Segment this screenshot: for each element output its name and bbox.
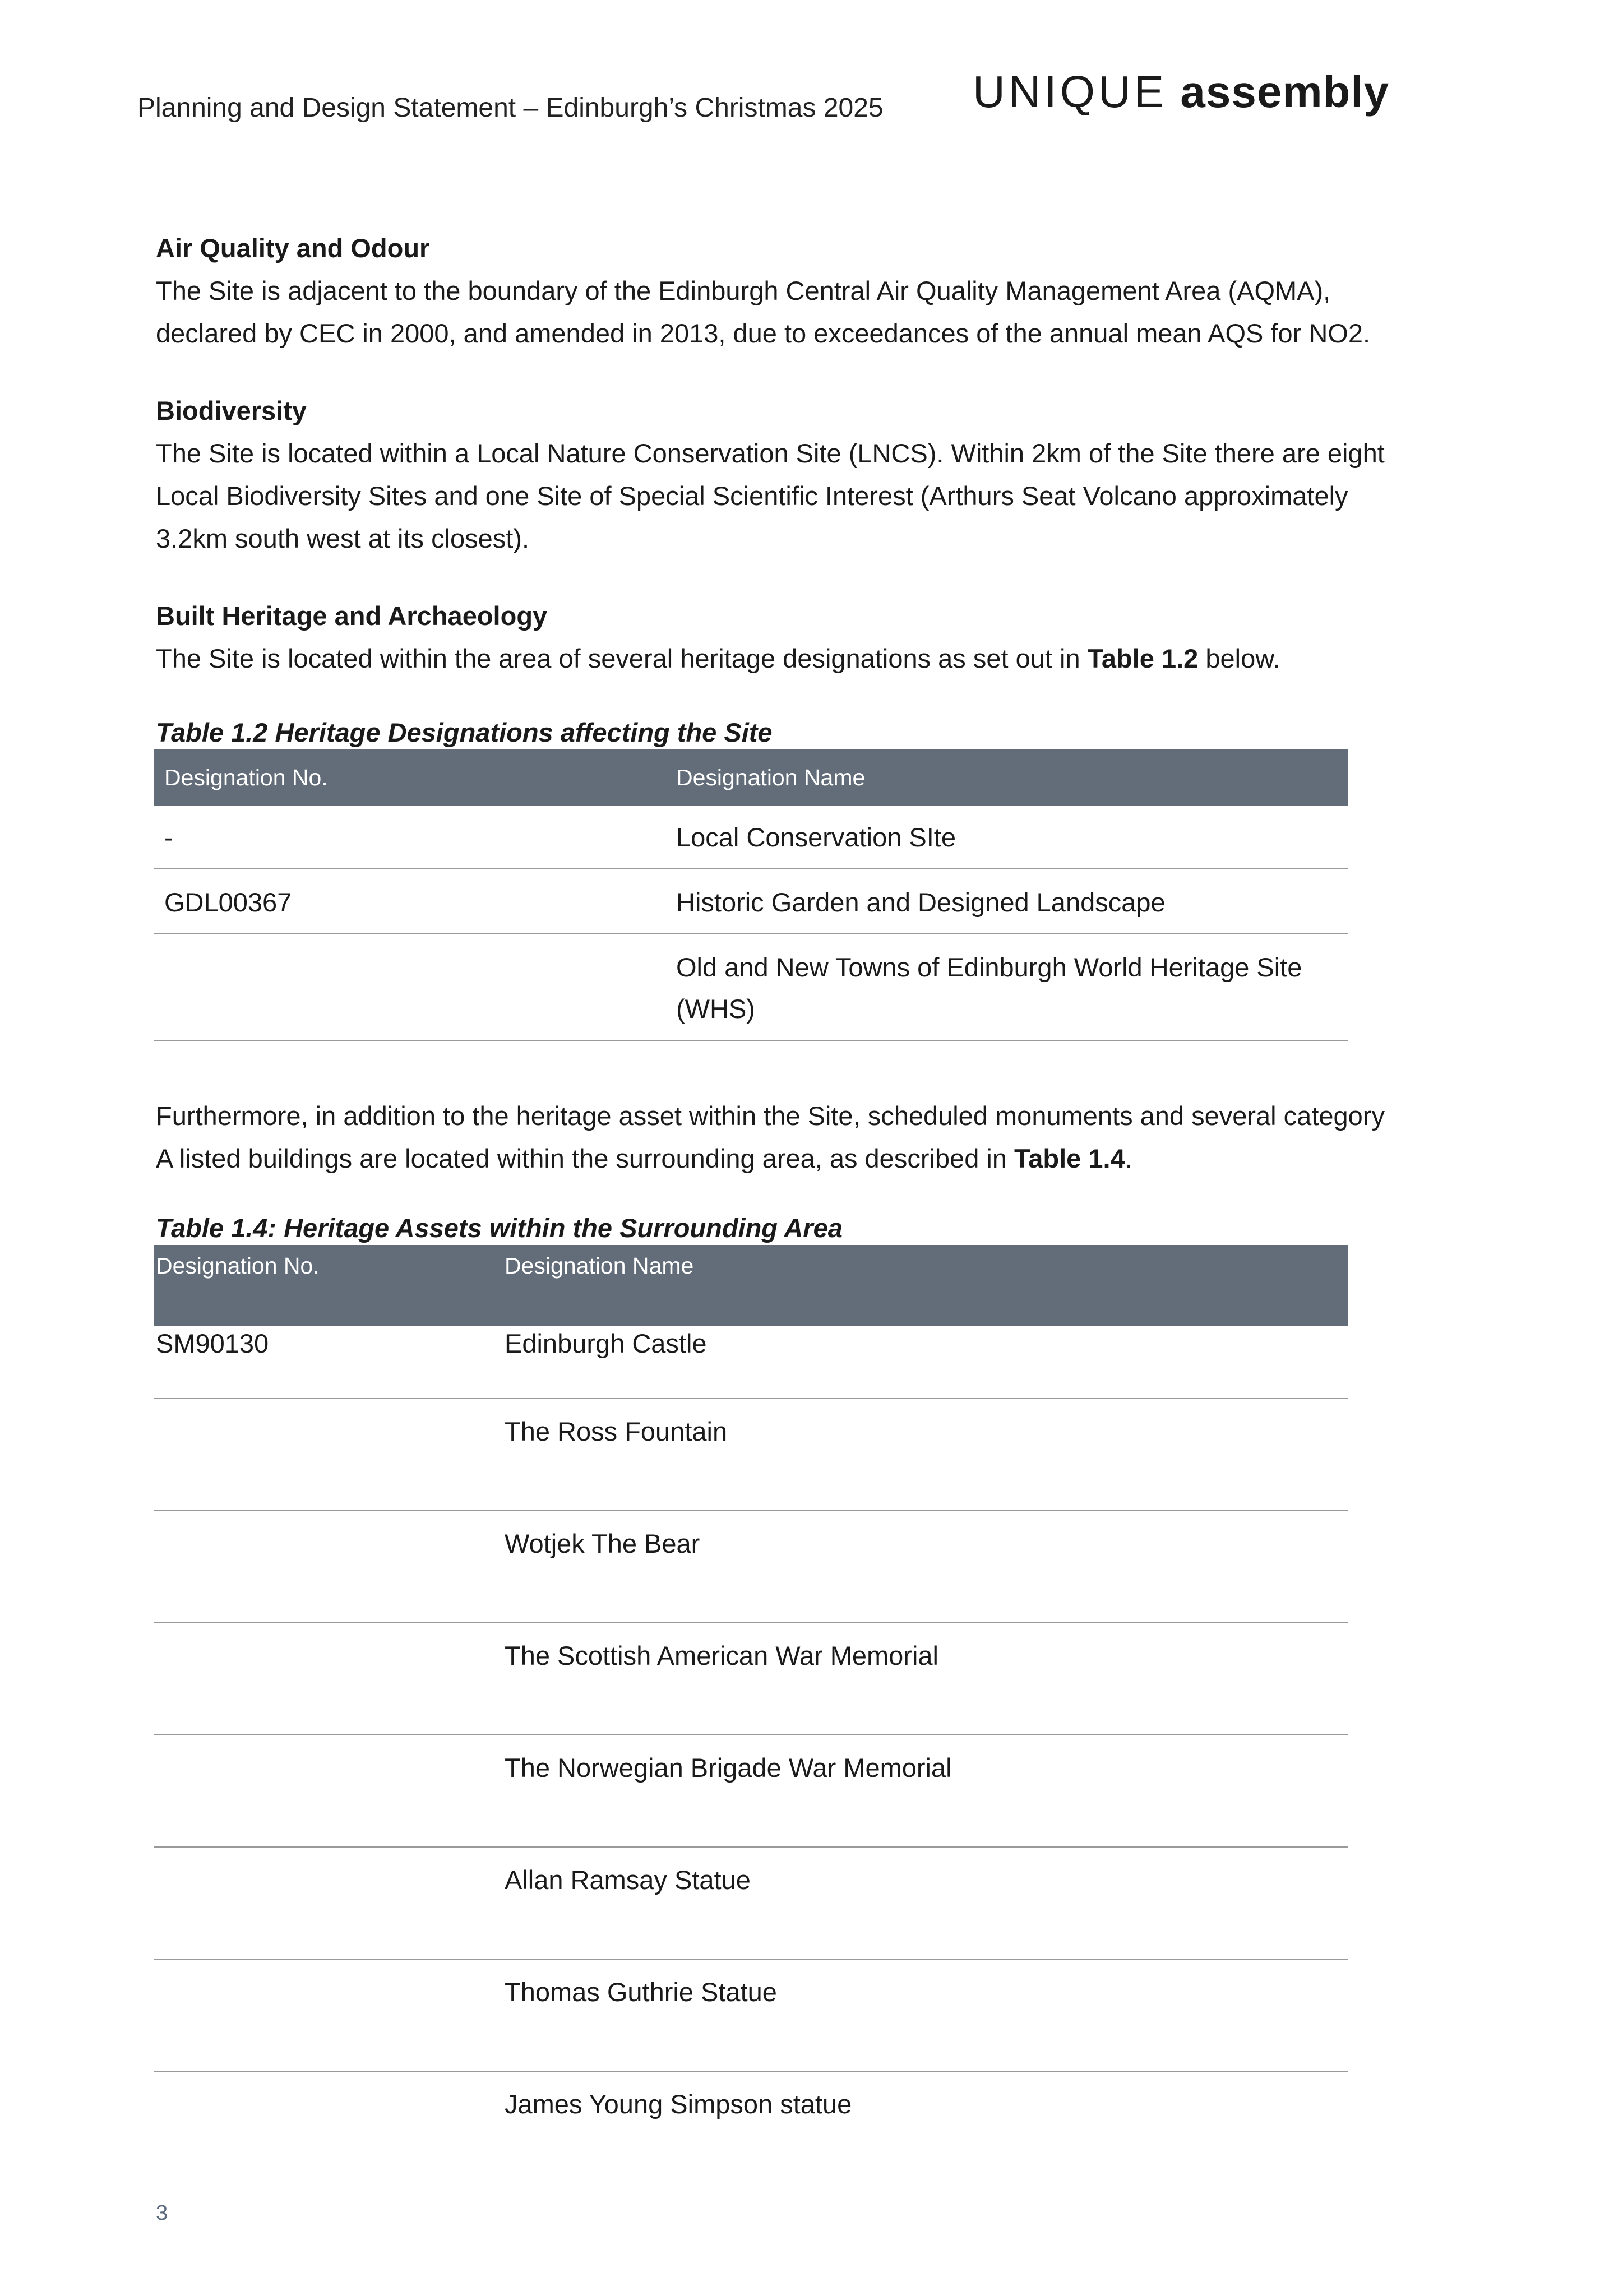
table-1-4-reference: Table 1.4 [1014,1144,1125,1173]
table-row [154,1326,1348,1399]
column-header-designation-name: Designation Name [505,1245,1348,1326]
heritage-heading: Built Heritage and Archaeology [156,601,548,631]
furthermore-line-2-text: A listed buildings are located within the surrounding area, as described in [156,1144,1015,1173]
table-row [154,934,1348,1040]
biodiversity-line-2: Local Biodiversity Sites and one Site of Special Scientific Interest (Arthurs Seat Volcano approximately [156,481,1348,511]
column-header-designation-no: Designation No. [154,749,666,806]
table-row [154,1623,1348,1735]
furthermore-line-1: Furthermore, in addition to the heritage asset within the Site, scheduled monuments and several category [156,1101,1385,1131]
air-quality-line-1: The Site is adjacent to the boundary of the Edinburgh Central Air Quality Management Area (AQMA), [156,276,1331,305]
designation-name-cell: Allan Ramsay Statue [505,1847,1348,1959]
table-row [154,1847,1348,1959]
designation-name-cell: James Young Simpson statue [505,2089,852,2119]
table-1-2 [154,749,1348,1041]
heritage-intro-text: The Site is located within the area of several heritage designations as set out in [156,644,1088,673]
table-row [154,806,1348,869]
table-row [154,1399,1348,1511]
table-row [154,1959,1348,2071]
designation-no-cell [154,1847,505,1959]
designation-no-cell: GDL00367 [154,869,666,934]
air-quality-line-2: declared by CEC in 2000, and amended in 2013, due to exceedances of the annual mean AQS for NO2. [156,318,1371,348]
designation-name-cell: The Norwegian Brigade War Memorial [505,1735,1348,1847]
table-1-2-reference: Table 1.2 [1087,644,1199,673]
designation-name-cell: Local Conservation SIte [666,806,1348,869]
table-1-2-caption: Table 1.2 Heritage Designations affecting the Site [156,718,773,747]
document-body [156,227,1490,2183]
designation-no-cell [154,2071,505,2183]
designation-name-cell: The Scottish American War Memorial [505,1623,1348,1735]
heritage-intro-tail: below. [1198,644,1280,673]
table-1-4 [154,1245,1348,2183]
heritage-intro [156,637,1490,680]
column-header-designation-name: Designation Name [666,749,1348,806]
air-quality-heading: Air Quality and Odour [156,233,430,263]
designation-no-cell [154,934,666,1040]
designation-name-cell: Old and New Towns of Edinburgh World Heritage Site (WHS) [666,934,1348,1040]
table-row [154,2071,1348,2183]
designation-no-cell [154,1735,505,1847]
table-header-row [154,749,1348,806]
designation-no-cell [154,1623,505,1735]
biodiversity-heading: Biodiversity [156,396,307,425]
furthermore-line-2-tail: . [1125,1144,1132,1173]
designation-no-cell: SM90130 [154,1326,505,1399]
designation-name-cell: The Ross Fountain [505,1399,1348,1511]
designation-name-cell: Thomas Guthrie Statue [505,1959,1348,2071]
logo-assembly-text: assembly [1180,67,1390,117]
table-header-row [154,1245,1348,1326]
logo-unique-text: UNIQUE [973,67,1168,117]
page-header-title: Planning and Design Statement – Edinburgh’s Christmas 2025 [137,93,884,123]
designation-name-cell: Wotjek The Bear [505,1511,1348,1623]
designation-no-cell [154,1511,505,1623]
designation-name-cell: Edinburgh Castle [505,1326,1348,1399]
table-row [154,1511,1348,1623]
table-row [154,869,1348,934]
column-header-designation-no: Designation No. [154,1245,505,1326]
biodiversity-line-1: The Site is located within a Local Nature Conservation Site (LNCS). Within 2km of the Site there are eight [156,438,1385,468]
table-row [154,1735,1348,1847]
designation-no-cell: - [154,806,666,869]
unique-assembly-logo [973,66,1389,118]
designation-no-cell [154,1399,505,1511]
page-number: 3 [156,2201,168,2225]
furthermore-line-2 [156,1137,1490,1180]
table-1-4-caption: Table 1.4: Heritage Assets within the Surrounding Area [156,1213,843,1243]
designation-no-cell [154,1959,505,2071]
designation-name-cell: Historic Garden and Designed Landscape [666,869,1348,934]
biodiversity-line-3: 3.2km south west at its closest). [156,524,530,553]
